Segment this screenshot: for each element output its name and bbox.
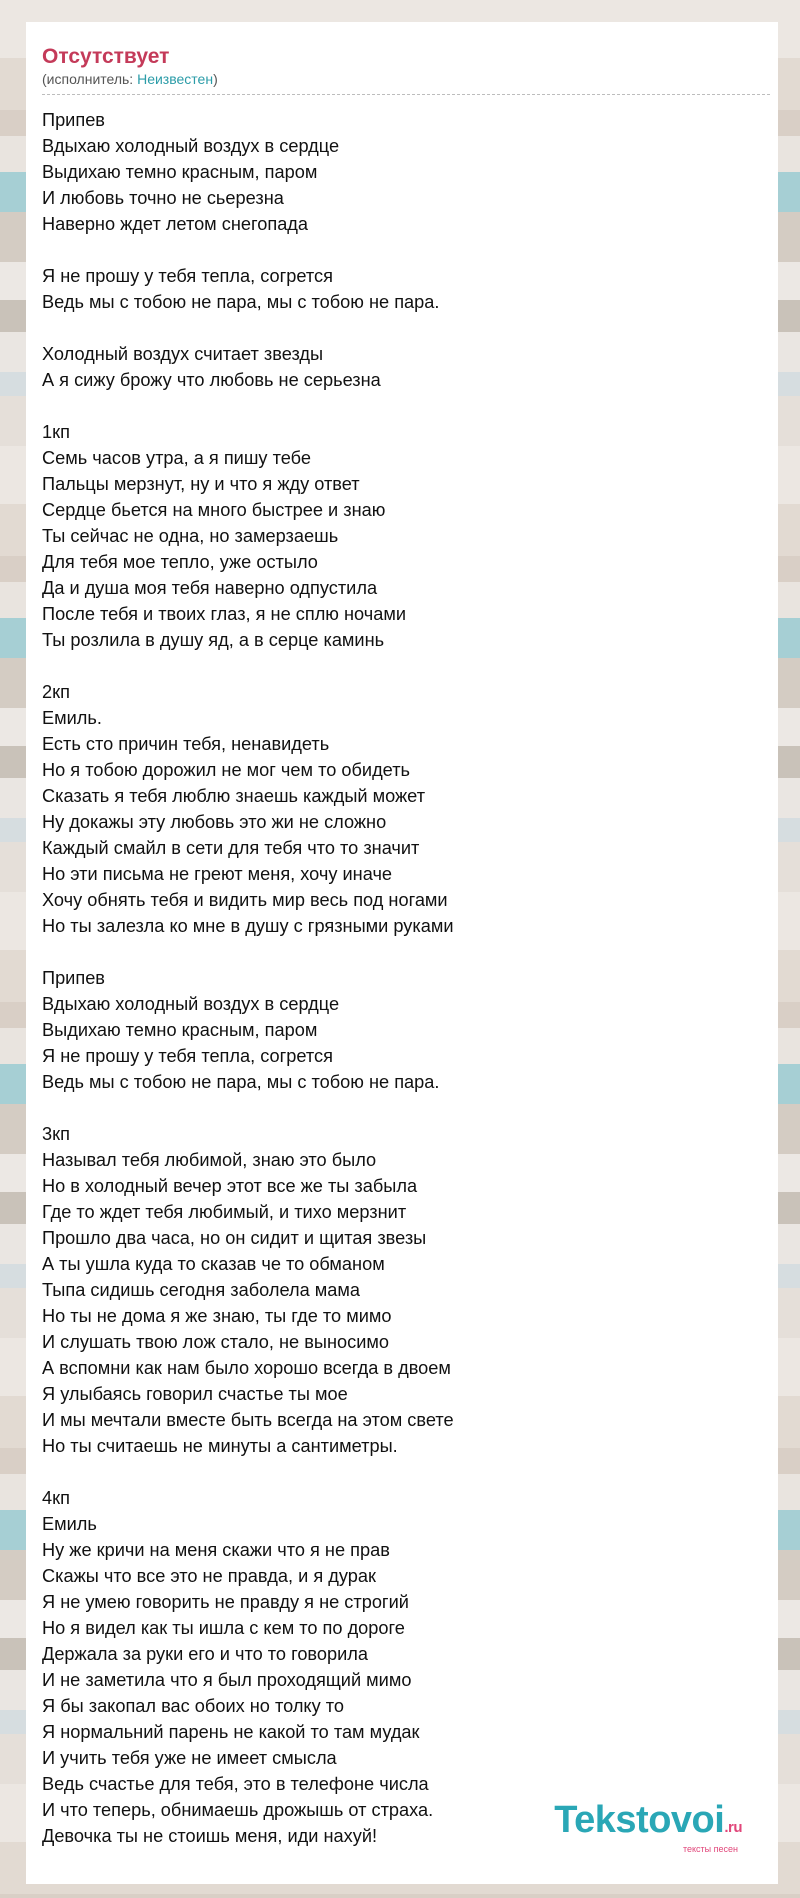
lyrics-line: Хочу обнять тебя и видить мир весь под ногами [42, 890, 448, 910]
logo-domain: .ru [724, 1819, 742, 1836]
lyrics-line: Но я видел как ты ишла с кем то по дороге [42, 1618, 405, 1638]
lyrics-line: И что теперь, обнимаешь дрожышь от страха. [42, 1800, 434, 1820]
logo-name: Tekstovoi [554, 1799, 725, 1841]
lyrics-line: И учить тебя уже не имеет смысла [42, 1748, 337, 1768]
lyrics-line: После тебя и твоих глаз, я не сплю ночами [42, 604, 407, 624]
lyrics-line: Ведь счастье для тебя, это в телефоне числа [42, 1774, 429, 1794]
lyrics-blank-line [42, 653, 762, 679]
lyrics-line: А ты ушла куда то сказав че то обманом [42, 1254, 385, 1274]
lyrics-line: Но ты не дома я же знаю, ты где то мимо [42, 1306, 392, 1326]
lyrics-blank-line [42, 393, 762, 419]
lyrics-line: Ну же кричи на меня скажи что я не прав [42, 1540, 390, 1560]
lyrics-line: Ты розлила в душу яд, а в серце каминь [42, 630, 385, 650]
logo-tagline: тексты песен [682, 1844, 738, 1854]
lyrics-line: Я нормальний парень не какой то там мудак [42, 1722, 420, 1742]
lyrics-line: Сказать я тебя люблю знаешь каждый может [42, 786, 426, 806]
lyrics-line: Семь часов утра, а я пишу тебе [42, 448, 311, 468]
lyrics-line: Пальцы мерзнут, ну и что я жду ответ [42, 474, 360, 494]
lyrics-line: И слушать твою лож стало, не выносимо [42, 1332, 389, 1352]
lyrics-line: 3кп [42, 1124, 70, 1144]
lyrics-line: Припев [42, 110, 105, 130]
lyrics-line: А я сижу брожу что любовь не серьезна [42, 370, 381, 390]
lyrics-line: 1кп [42, 422, 70, 442]
artist-line [42, 70, 770, 95]
lyrics-blank-line [42, 237, 762, 263]
lyrics-line: Но эти письма не греют меня, хочу иначе [42, 864, 393, 884]
lyrics-line: Сердце бьется на много быстрее и знаю [42, 500, 386, 520]
lyrics-line: Где то ждет тебя любимый, и тихо мерзнит [42, 1202, 407, 1222]
lyrics-line: Тыпа сидишь сегодня заболела мама [42, 1280, 360, 1300]
lyrics-line: А вспомни как нам было хорошо всегда в двоем [42, 1358, 451, 1378]
lyrics-line: Я улыбаясь говорил счастье ты мое [42, 1384, 348, 1404]
song-title: Отсутствует [42, 45, 170, 68]
lyrics-line: Но в холодный вечер этот все же ты забыла [42, 1176, 418, 1196]
lyrics-line: Но ты считаешь не минуты а сантиметры. [42, 1436, 398, 1456]
lyrics-line: Скажы что все это не правда, и я дурак [42, 1566, 376, 1586]
lyrics-line: Наверно ждет летом снегопада [42, 214, 309, 234]
lyrics-blank-line [42, 315, 762, 341]
lyrics-line: Ну докажы эту любовь это жи не сложно [42, 812, 387, 832]
lyrics-line: Я не прошу у тебя тепла, согрется [42, 1046, 333, 1066]
lyrics-line: Ведь мы с тобою не пара, мы с тобою не пара. [42, 1072, 440, 1092]
logo-wordmark [554, 1799, 742, 1846]
lyrics-blank-line [42, 1095, 762, 1121]
lyrics-line: Емиль. [42, 708, 102, 728]
lyrics-text [42, 107, 762, 1849]
lyrics-line: Но ты залезла ко мне в душу с грязными руками [42, 916, 454, 936]
lyrics-line: 4кп [42, 1488, 70, 1508]
lyrics-line: Ты сейчас не одна, но замерзаешь [42, 526, 339, 546]
lyrics-line: Девочка ты не стоишь меня, иди нахуй! [42, 1826, 378, 1846]
lyrics-line: Выдихаю темно красным, паром [42, 162, 318, 182]
lyrics-line: Выдихаю темно красным, паром [42, 1020, 318, 1040]
lyrics-line: Холодный воздух считает звезды [42, 344, 324, 364]
lyrics-blank-line [42, 939, 762, 965]
lyrics-line: Я бы закопал вас обоих но толку то [42, 1696, 344, 1716]
lyrics-line: Есть сто причин тебя, ненавидеть [42, 734, 330, 754]
lyrics-line: Ведь мы с тобою не пара, мы с тобою не пара. [42, 292, 440, 312]
lyrics-card [26, 22, 778, 1884]
lyrics-line: Да и душа моя тебя наверно одпустила [42, 578, 378, 598]
lyrics-line: Я не умею говорить не правду я не строгий [42, 1592, 409, 1612]
site-logo[interactable] [554, 1799, 742, 1854]
lyrics-line: Вдыхаю холодный воздух в сердце [42, 994, 340, 1014]
lyrics-line: 2кп [42, 682, 70, 702]
lyrics-line: Припев [42, 968, 105, 988]
artist-suffix: ) [213, 71, 218, 87]
lyrics-line: И мы мечтали вместе быть всегда на этом свете [42, 1410, 454, 1430]
lyrics-line: Но я тобою дорожил не мог чем то обидеть [42, 760, 410, 780]
lyrics-line: Прошло два часа, но он сидит и щитая звезы [42, 1228, 427, 1248]
lyrics-line: Для тебя мое тепло, уже остыло [42, 552, 318, 572]
lyrics-line: Я не прошу у тебя тепла, согрется [42, 266, 333, 286]
lyrics-line: И любовь точно не сьерезна [42, 188, 284, 208]
lyrics-line: Емиль [42, 1514, 97, 1534]
lyrics-line: Называл тебя любимой, знаю это было [42, 1150, 377, 1170]
lyrics-blank-line [42, 1459, 762, 1485]
lyrics-line: Каждый смайл в сети для тебя что то значит [42, 838, 420, 858]
lyrics-line: И не заметила что я был проходящий мимо [42, 1670, 412, 1690]
artist-link[interactable]: Неизвестен [137, 71, 214, 87]
artist-prefix: (исполнитель: [42, 71, 138, 87]
lyrics-line: Держала за руки его и что то говорила [42, 1644, 369, 1664]
lyrics-line: Вдыхаю холодный воздух в сердце [42, 136, 340, 156]
